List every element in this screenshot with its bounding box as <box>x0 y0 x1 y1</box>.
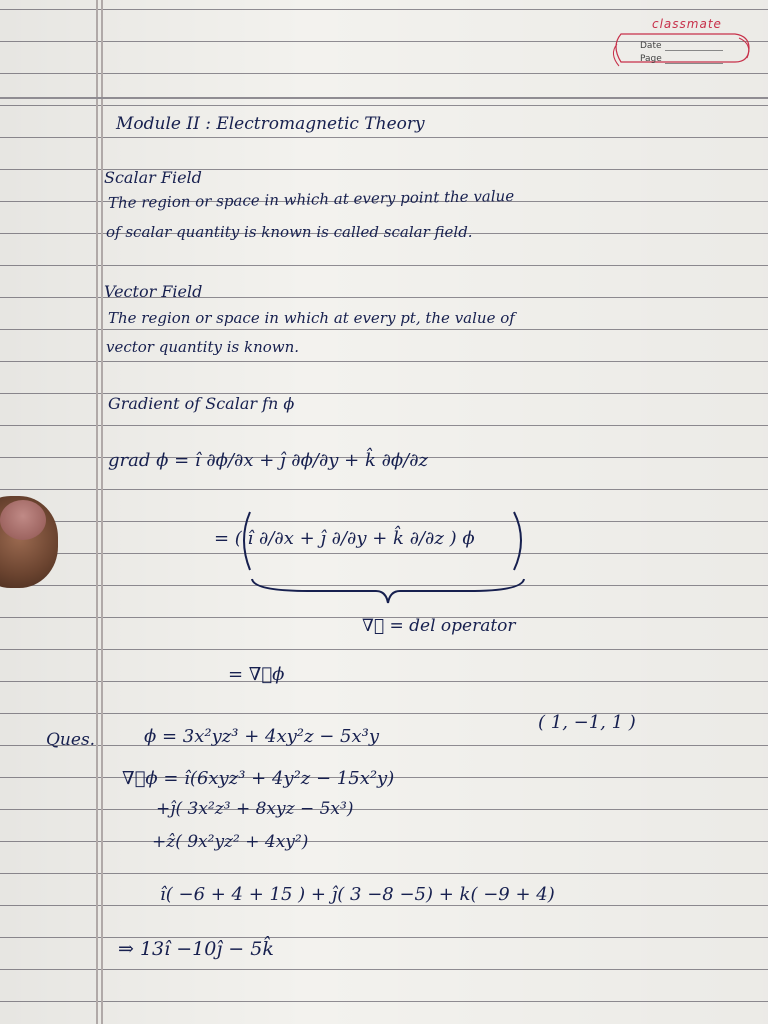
vector-field-heading: Vector Field <box>104 282 203 301</box>
classmate-header <box>607 14 757 76</box>
final-answer: ⇒ 13î −10ĵ − 5k̂ <box>118 938 274 960</box>
nabla-phi: = ∇⃗ϕ <box>228 664 285 685</box>
scalar-field-heading: Scalar Field <box>104 168 202 187</box>
operator-equation: = ( î ∂/∂x + ĵ ∂/∂y + k̂ ∂/∂z ) ϕ <box>214 528 475 549</box>
margin-line <box>96 0 98 1024</box>
scalar-field-definition-line2: of scalar quantity is known is called scalar field. <box>106 223 473 241</box>
question-label: Ques. <box>46 730 96 750</box>
underbrace <box>248 575 528 607</box>
margin-line <box>101 0 103 1024</box>
vector-field-definition-line2: vector quantity is known. <box>106 338 300 356</box>
solution-substitution: î( −6 + 4 + 15 ) + ĵ( 3 −8 −5) + k( −9 + 4) <box>160 884 555 905</box>
gradient-heading: Gradient of Scalar fn ϕ <box>108 394 295 413</box>
solution-j-component: +ĵ( 3x²z³ + 8xyz − 5x³) <box>156 799 354 819</box>
grad-equation: grad ϕ = î ∂ϕ/∂x + ĵ ∂ϕ/∂y + k̂ ∂ϕ/∂z <box>108 450 429 471</box>
module-title: Module II : Electromagnetic Theory <box>116 114 425 134</box>
vector-field-definition-line1: The region or space in which at every pt, the value of <box>108 309 515 327</box>
question-equation: ϕ = 3x²yz³ + 4xy²z − 5x³y <box>144 726 379 747</box>
question-point: ( 1, −1, 1 ) <box>538 712 636 733</box>
solution-i-component: ∇⃗ϕ = î(6xyz³ + 4y²z − 15x²y) <box>122 768 395 789</box>
date-line <box>665 50 723 51</box>
page-label: Page <box>640 54 662 64</box>
brand-name: classmate <box>652 17 722 31</box>
solution-k-component: +ẑ( 9x²yz² + 4xy²) <box>152 832 309 852</box>
header-rule <box>0 97 768 99</box>
page-line <box>665 63 723 64</box>
fingernail <box>0 500 46 540</box>
del-operator-label: ∇⃗ = del operator <box>362 616 516 636</box>
date-label: Date <box>640 41 662 51</box>
scalar-field-definition-line1: The region or space in which at every point the value <box>107 186 515 212</box>
